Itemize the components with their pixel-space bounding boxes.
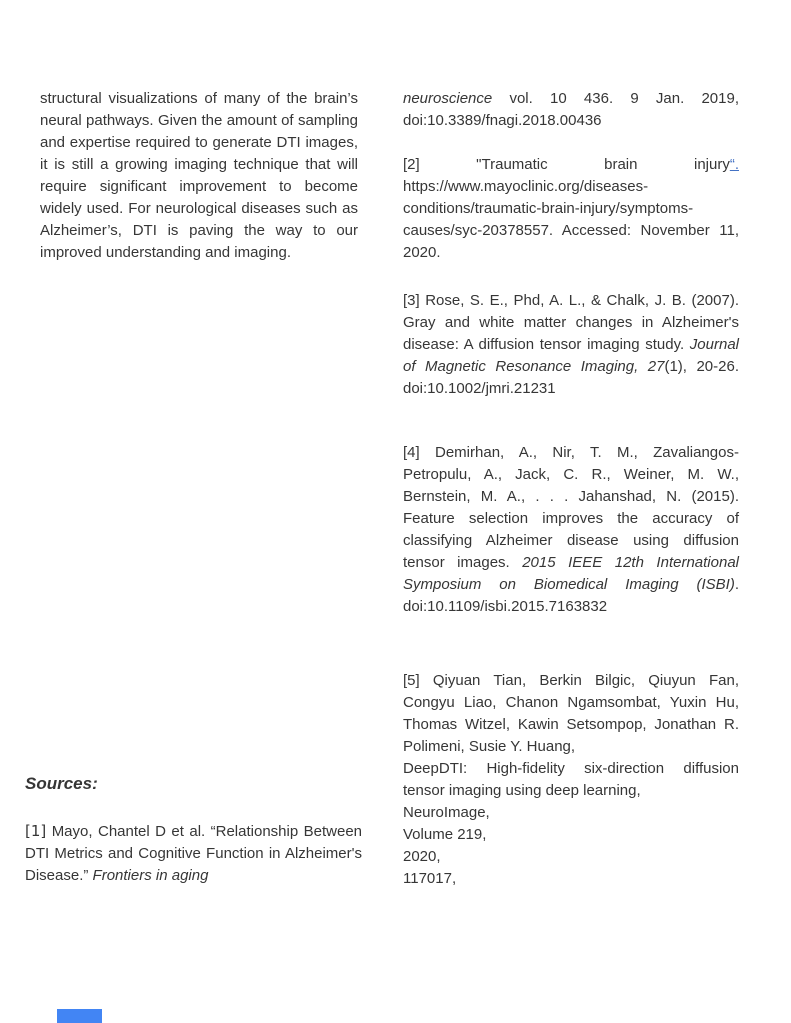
reference-5-title	[403, 758, 739, 802]
reference-1-continuation	[403, 88, 739, 132]
reference-3	[403, 290, 739, 400]
left-column	[25, 88, 362, 890]
sources-heading: Sources:	[25, 774, 98, 793]
reference-5-article-number: 117017,	[403, 870, 457, 887]
text-run: (1), 20-26. doi:10.1002/jmri.21231	[403, 358, 739, 397]
italic-text-run: neuroscience	[403, 90, 493, 107]
sources-section	[25, 772, 362, 887]
reference-5-volume: Volume 219,	[403, 826, 487, 843]
bottom-left-blue-marker	[57, 1009, 102, 1023]
reference-5-authors	[403, 670, 739, 758]
text-run: . doi:10.1109/isbi.2015.7163832	[403, 576, 739, 615]
reference-2	[403, 154, 739, 264]
text-run: [3] Rose, S. E., Phd, A. L., & Chalk, J. B. (2007). Gray and white matter changes in Alzheimer's disease: A diffusion tensor imaging study.	[403, 292, 739, 353]
body-text-paragraph	[25, 88, 362, 264]
italic-text-run: 2015 IEEE 12th International Symposium on Biomedical Imaging (ISBI)	[403, 554, 739, 593]
italic-text-run: Journal of Magnetic Resonance Imaging, 27	[403, 336, 739, 375]
reference-4	[403, 442, 739, 618]
text-run: structural visualizations of many of the brain’s neural pathways. Given the amount of sampling and expertise required to generate DTI images, it is still a growing imaging technique that will require significant improvement to become widely used. For neurological diseases such as Alzheimer’s, DTI is paving the way to our improved understanding and imaging.	[40, 90, 358, 261]
right-column	[403, 88, 739, 890]
reference-5-year: 2020,	[403, 848, 441, 865]
text-run: [4] Demirhan, A., Nir, T. M., Zavaliangos-Petropulu, A., Jack, C. R., Weiner, M. W., Bernstein, M. A., . . . Jahanshad, N. (2015). Feature selection improves the accuracy of classifying Alzheimer disease using diffusion tensor images.	[403, 444, 739, 571]
text-run: https://www.mayoclinic.org/diseases-conditions/traumatic-brain-injury/symptoms-causes/syc-20378557. Accessed: November 11, 2020.	[403, 178, 739, 261]
reference-5-journal: NeuroImage,	[403, 804, 490, 821]
text-run: Mayo, Chantel D et al. “Relationship Between DTI Metrics and Cognitive Function in Alzheimer's Disease.”	[25, 823, 362, 884]
text-run: DeepDTI: High-fidelity six-direction diffusion tensor imaging using deep learning,	[403, 760, 739, 799]
reference-5	[403, 670, 739, 890]
text-run: [1]	[25, 822, 47, 840]
hyperlink-marker[interactable]: “.	[729, 156, 739, 173]
reference-1	[25, 820, 362, 887]
text-run: [5] Qiyuan Tian, Berkin Bilgic, Qiuyun Fan, Congyu Liao, Chanon Ngamsombat, Yuxin Hu, Thomas Witzel, Kawin Setsompop, Jonathan R. Polimeni, Susie Y. Huang,	[403, 672, 739, 755]
text-run: vol. 10 436. 9 Jan. 2019, doi:10.3389/fnagi.2018.00436	[403, 90, 739, 129]
text-run: [2] "Traumatic brain injury	[403, 156, 730, 173]
italic-text-run: Frontiers in aging	[92, 867, 209, 884]
